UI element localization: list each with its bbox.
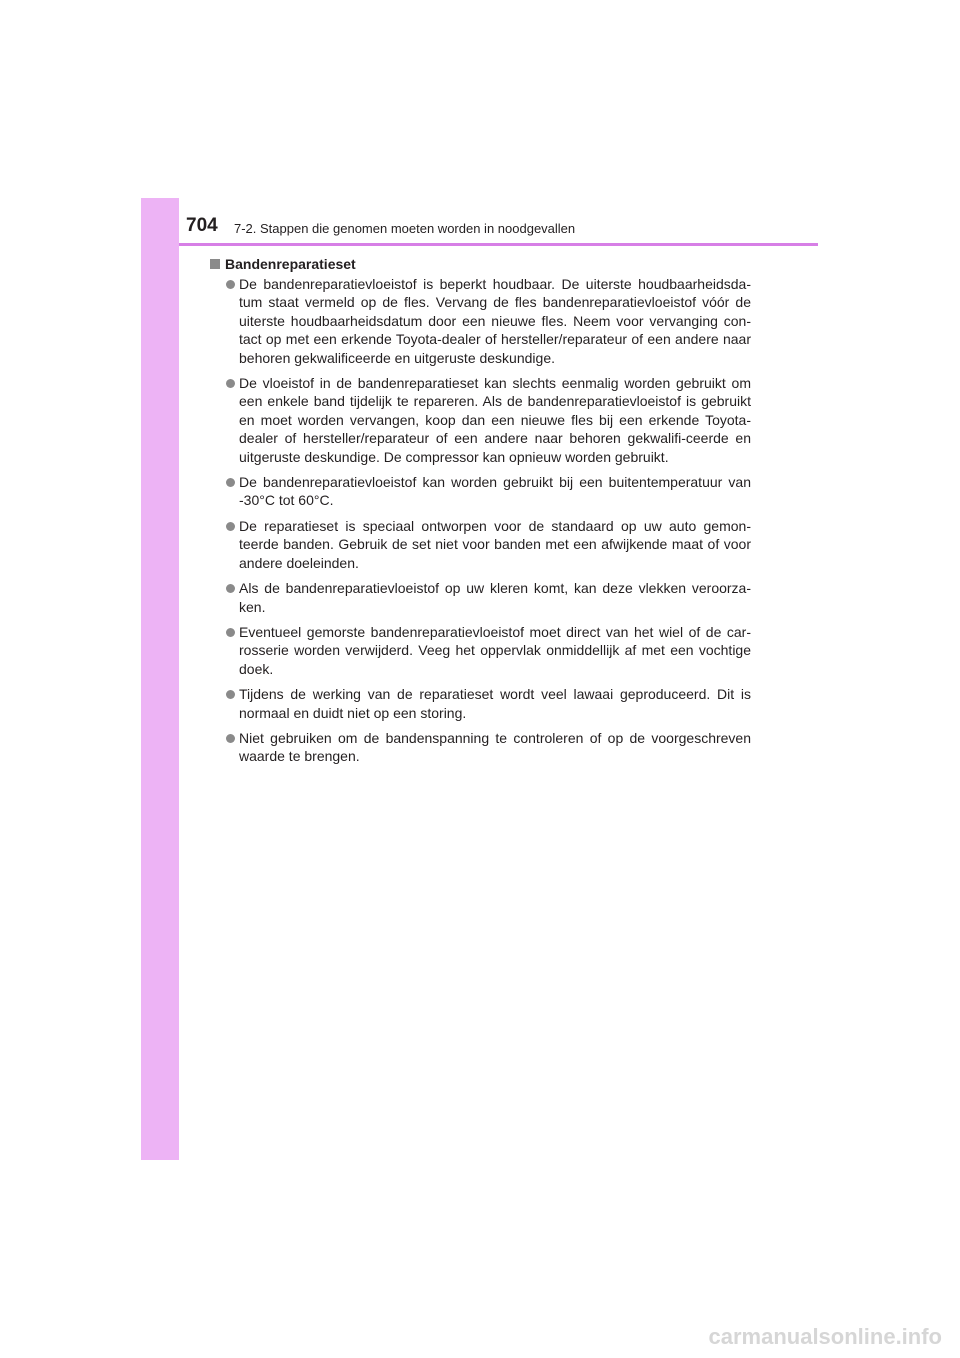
list-item-text: De bandenreparatievloeistof kan worden gebruikt bij een buitentemperatuur van -30°C tot 60°C. <box>239 474 751 509</box>
header-rule <box>179 243 818 246</box>
dot-bullet-icon <box>226 522 235 531</box>
list-item-text: Als de bandenreparatievloeistof op uw kleren komt, kan deze vlekken veroorza-ken. <box>239 580 751 615</box>
dot-bullet-icon <box>226 584 235 593</box>
list-item <box>210 374 751 466</box>
watermark: carmanualsonline.info <box>708 1324 942 1349</box>
section-header-title: 7-2. Stappen die genomen moeten worden in noodgevallen <box>234 221 576 236</box>
square-bullet-icon <box>210 259 220 269</box>
list-item-text: De vloeistof in de bandenreparatieset kan slechts eenmalig worden gebruikt om een enkele band tijdelijk te repareren. Als de bandenreparatievloeistof is gebruikt en moet worden vervangen, koop dan een nieuwe fles bij een erkende Toyota-dealer of hersteller/reparateur of een andere naar behoren gekwalifi-ceerde en uitgeruste deskundige. De compressor kan opnieuw worden gebruikt. <box>239 375 751 465</box>
section-heading <box>210 254 751 274</box>
dot-bullet-icon <box>226 734 235 743</box>
list-item-text: Niet gebruiken om de bandenspanning te controleren of op de voorgeschreven waarde te brengen. <box>239 729 751 765</box>
list-item <box>210 729 751 766</box>
list-item-text: De reparatieset is speciaal ontworpen voor de standaard op uw auto gemon-teerde banden. Gebruik de set niet voor banden met een afwijkende maat of voor andere doeleinden. <box>239 517 751 571</box>
dot-bullet-icon <box>226 379 235 388</box>
dot-bullet-icon <box>226 280 235 289</box>
dot-bullet-icon <box>226 690 235 699</box>
list-item <box>210 623 751 678</box>
list-item <box>210 275 751 367</box>
section-heading-text: Bandenreparatieset <box>225 256 356 272</box>
content-area <box>210 254 751 773</box>
side-strip <box>141 198 179 1160</box>
dot-bullet-icon <box>226 628 235 637</box>
list-item <box>210 473 751 510</box>
bullet-list <box>210 275 751 766</box>
list-item-text: Tijdens de werking van de reparatieset wordt veel lawaai geproduceerd. Dit is normaal en duidt niet op een storing. <box>239 686 751 721</box>
list-item-text: Eventueel gemorste bandenreparatievloeistof moet direct van het wiel of de car-rosserie worden verwijderd. Veeg het oppervlak onmiddellijk af met een vochtige doek. <box>239 623 751 677</box>
list-item <box>210 579 751 616</box>
list-item <box>210 685 751 722</box>
dot-bullet-icon <box>226 478 235 487</box>
list-item <box>210 517 751 572</box>
list-item-text: De bandenreparatievloeistof is beperkt houdbaar. De uiterste houdbaarheidsda-tum staat vermeld op de fles. Vervang de fles bandenreparatievloeistof vóór de uiterste houdbaarheidsdatum door een nieuwe fles. Neem voor vervanging con-tact op met een erkende Toyota-dealer of hersteller/reparateur of een andere naar behoren gekwalificeerde en uitgeruste deskundige. <box>239 276 751 366</box>
page-number: 704 <box>186 215 218 236</box>
